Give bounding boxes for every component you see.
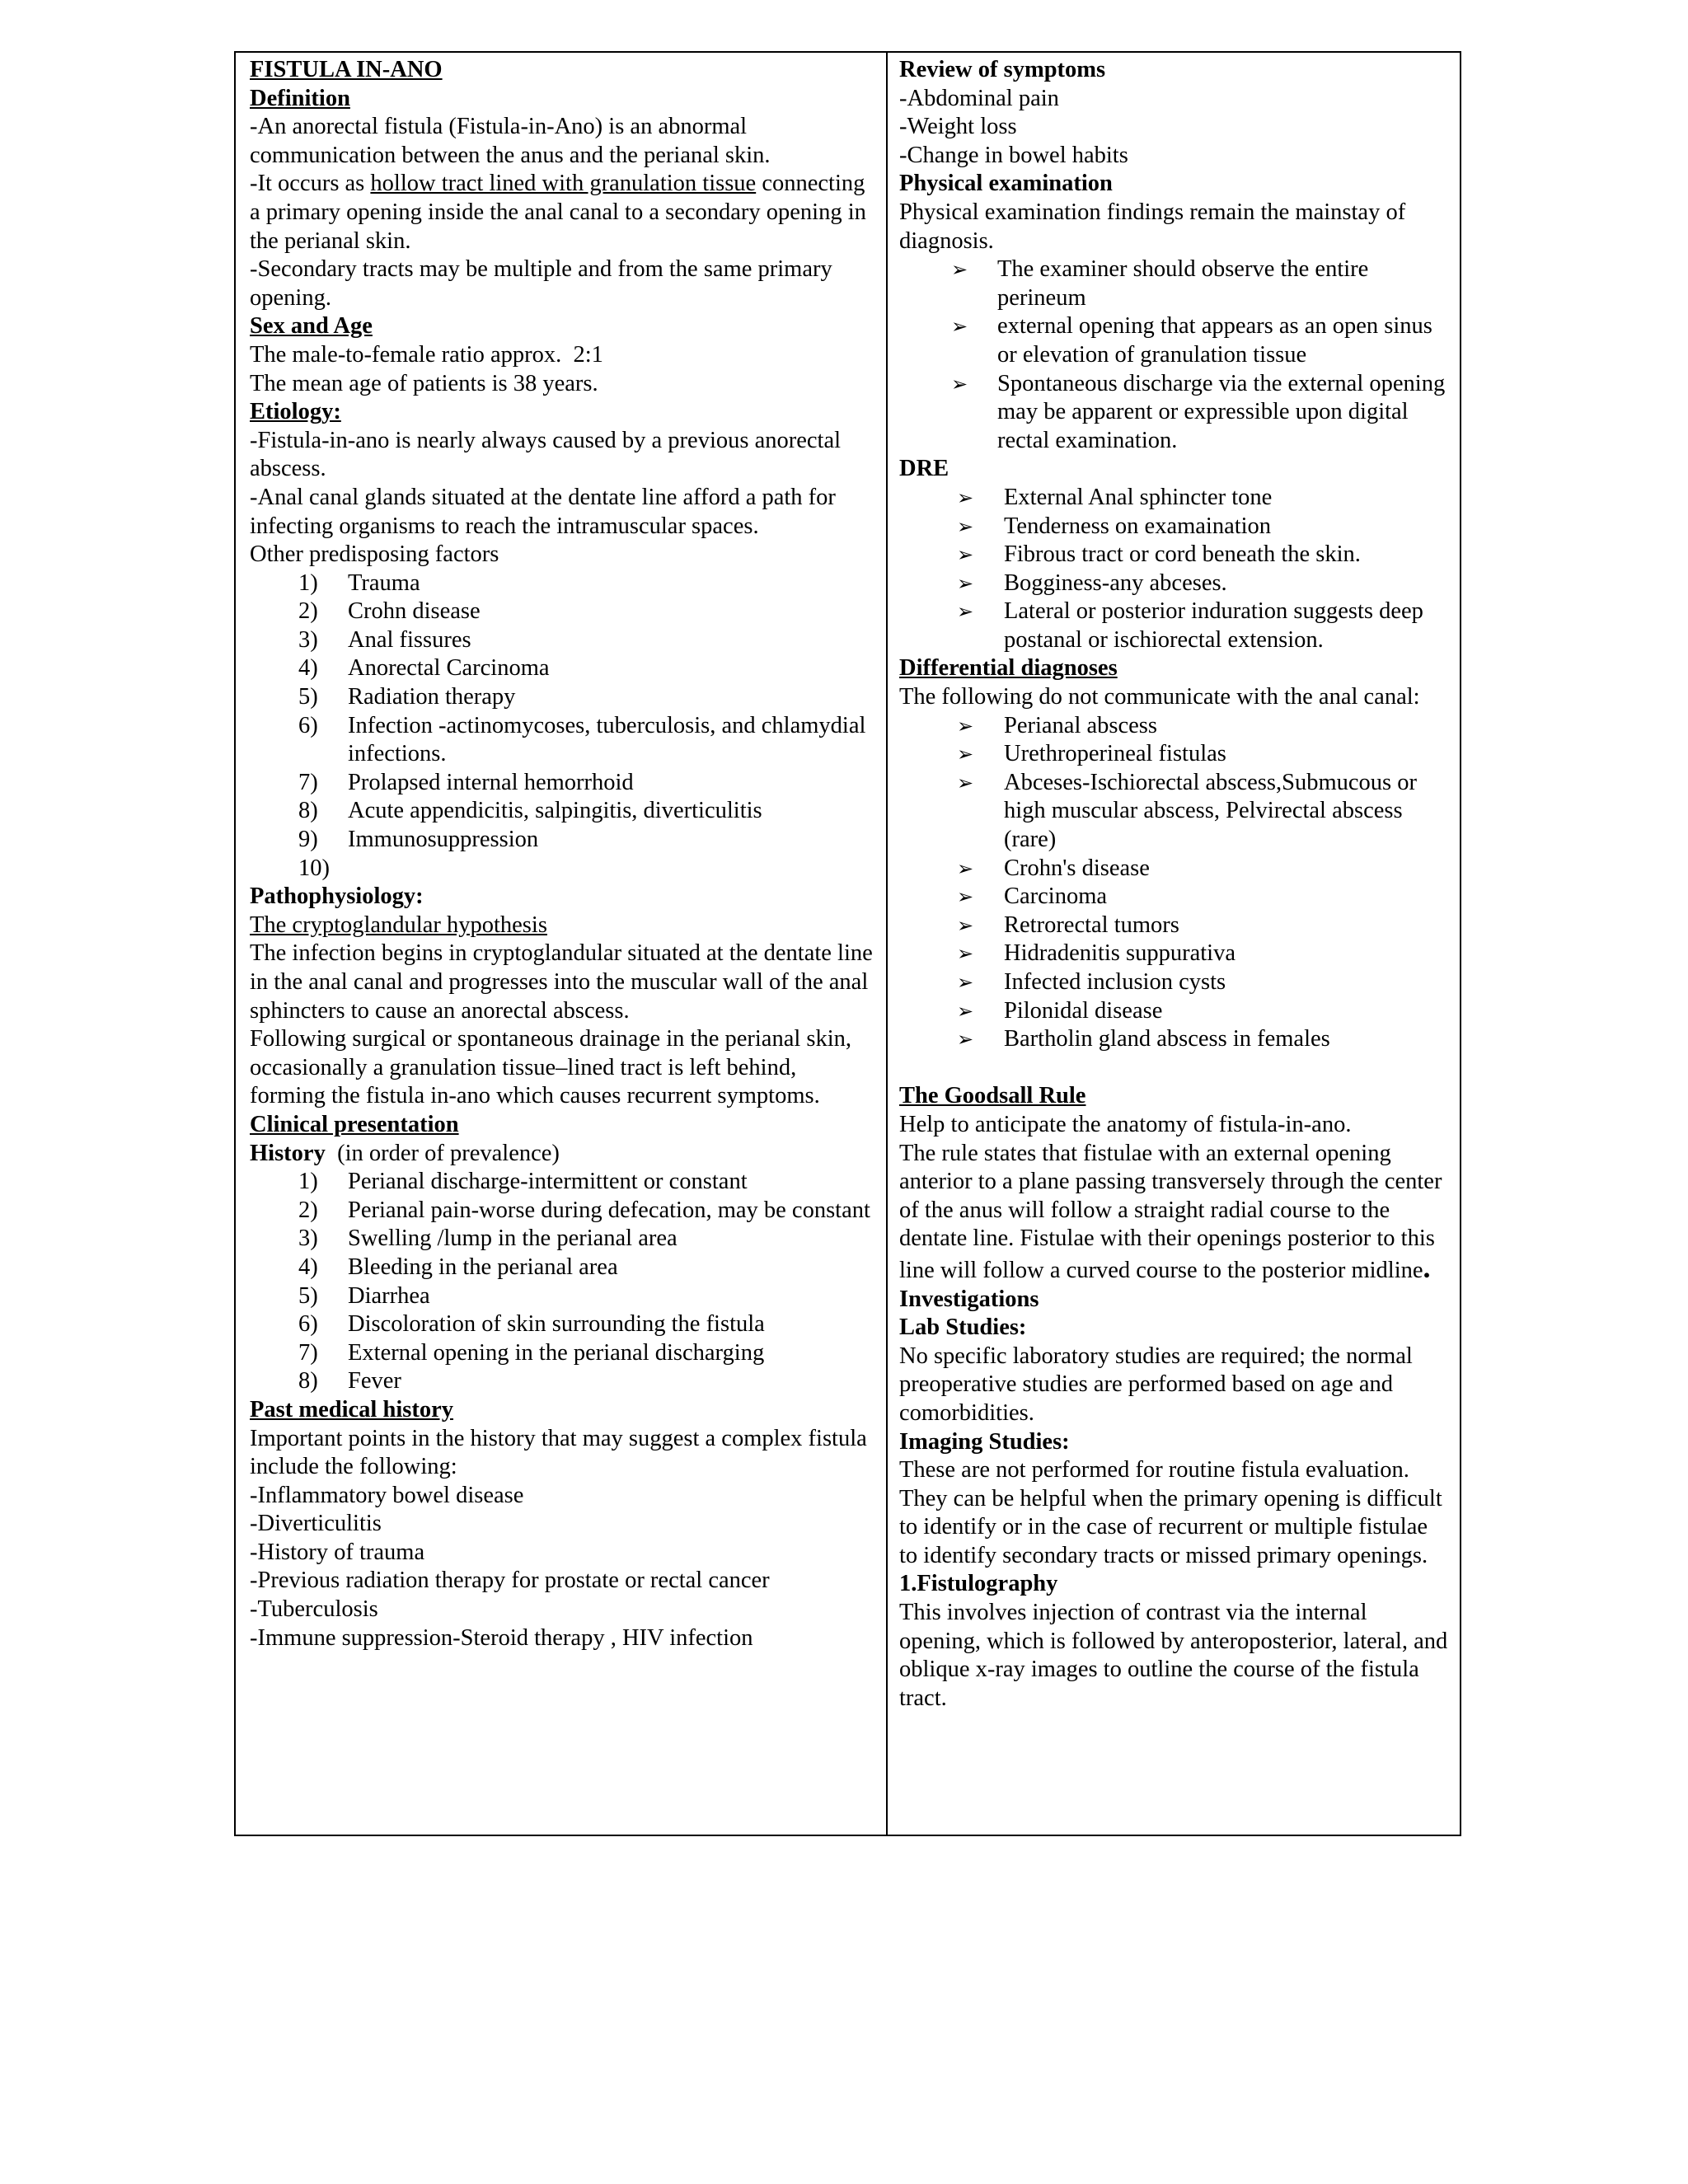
arrowhead-bullet-icon: ➢ <box>957 856 974 880</box>
imaging-studies-text: These are not performed for routine fistula evaluation. They can be helpful when the primary opening is difficult to identify or in the case of recurrent or multiple fistulae to identify secondary tracts or missed primary openings. <box>899 1457 1448 1568</box>
list-text: Urethroperineal fistulas <box>1004 741 1226 767</box>
ros-item: -Change in bowel habits <box>899 142 1128 168</box>
list-item <box>250 1282 874 1311</box>
list-item <box>250 1339 874 1368</box>
pmh-item: -Previous radiation therapy for prostate or rectal cancer <box>250 1568 770 1594</box>
list-text: Infection -actinomycoses, tuberculosis, and chlamydial infections. <box>348 712 866 767</box>
list-item <box>899 255 1451 312</box>
pmh-item: -Diverticulitis <box>250 1511 382 1537</box>
list-item <box>899 569 1451 598</box>
list-number: 4) <box>298 655 318 682</box>
list-number: 6) <box>298 712 318 738</box>
arrowhead-bullet-icon: ➢ <box>957 942 974 966</box>
list-item <box>250 654 874 683</box>
list-item <box>250 598 874 626</box>
physical-examination-list <box>899 255 1451 455</box>
ros-item: -Weight loss <box>899 114 1017 140</box>
list-number: 8) <box>298 798 318 824</box>
list-number: 3) <box>298 626 318 653</box>
list-item <box>899 541 1451 569</box>
list-text: Perianal discharge-intermittent or constant <box>348 1169 748 1195</box>
fistulography-heading: 1.Fistulography <box>899 1571 1058 1597</box>
etiology-text-2: -Anal canal glands situated at the dentate line afford a path for infecting organisms to reach the intramuscular spaces. <box>250 484 842 539</box>
list-text: External Anal sphincter tone <box>1004 484 1273 510</box>
fistulography-text: This involves injection of contrast via the internal opening, which is followed by anteroposterior, lateral, and oblique x-ray images to outline the course of the fistula tract. <box>899 1600 1454 1711</box>
pathophysiology-subheading: The cryptoglandular hypothesis <box>250 912 547 938</box>
list-item <box>899 312 1451 369</box>
sex-age-heading: Sex and Age <box>250 313 373 340</box>
list-text: Trauma <box>348 569 420 596</box>
list-number: 9) <box>298 827 318 853</box>
list-text: The examiner should observe the entire perineum <box>997 256 1369 311</box>
list-item <box>899 740 1451 769</box>
list-item <box>250 769 874 798</box>
arrowhead-bullet-icon: ➢ <box>957 885 974 909</box>
list-item <box>250 826 874 855</box>
physical-examination-intro: Physical examination findings remain the mainstay of diagnosis. <box>899 199 1412 254</box>
sex-ratio-text: The male-to-female ratio approx. 2:1 <box>250 341 603 368</box>
list-item <box>899 968 1451 997</box>
list-number: 1) <box>298 1169 318 1195</box>
list-number: 6) <box>298 1311 318 1338</box>
list-item <box>250 1254 874 1282</box>
arrowhead-bullet-icon: ➢ <box>951 315 968 339</box>
goodsall-text-2-period: . <box>1423 1250 1431 1284</box>
arrowhead-bullet-icon: ➢ <box>957 485 974 509</box>
lab-studies-text: No specific laboratory studies are required; the normal preoperative studies are performed based on age and comorbidities. <box>899 1343 1418 1426</box>
review-of-symptoms-heading: Review of symptoms <box>899 57 1106 82</box>
arrowhead-bullet-icon: ➢ <box>957 571 974 595</box>
past-medical-history-intro: Important points in the history that may suggest a complex fistula include the following: <box>250 1425 873 1480</box>
definition-text-1: -An anorectal fistula (Fistula-in-Ano) is an abnormal communication between the anus and the perianal skin. <box>250 114 771 168</box>
history-line <box>250 1140 874 1169</box>
list-item <box>899 513 1451 541</box>
list-number: 4) <box>298 1254 318 1280</box>
left-column <box>236 53 888 1835</box>
list-item <box>250 1367 874 1396</box>
list-text <box>348 855 874 883</box>
history-label: History <box>250 1140 326 1166</box>
goodsall-text-2 <box>899 1140 1451 1286</box>
etiology-text-1: -Fistula-in-ano is nearly always caused by a previous anorectal abscess. <box>250 427 847 482</box>
list-text: Prolapsed internal hemorrhoid <box>348 769 634 795</box>
list-item <box>250 1225 874 1254</box>
list-text: Immunosuppression <box>348 827 539 853</box>
list-text: Swelling /lump in the perianal area <box>348 1226 678 1252</box>
definition-text-2-underlined: hollow tract lined with granulation tissue <box>370 171 757 197</box>
list-item <box>250 1168 874 1197</box>
list-text: Lateral or posterior induration suggests deep postanal or ischiorectal extension. <box>1004 598 1423 653</box>
list-number: 10) <box>298 855 330 881</box>
list-text: Radiation therapy <box>348 684 516 710</box>
document-title: FISTULA IN-ANO <box>250 57 443 82</box>
pmh-item: -Immune suppression-Steroid therapy , HIV infection <box>250 1624 753 1651</box>
list-text: Carcinoma <box>1004 883 1108 910</box>
differential-diagnoses-intro: The following do not communicate with the anal canal: <box>899 684 1420 710</box>
goodsall-rule-heading: The Goodsall Rule <box>899 1083 1086 1109</box>
list-item <box>250 683 874 712</box>
history-note: (in order of prevalence) <box>325 1140 560 1166</box>
list-text: external opening that appears as an open sinus or elevation of granulation tissue <box>997 313 1432 368</box>
arrowhead-bullet-icon: ➢ <box>957 714 974 738</box>
goodsall-text-1: Help to anticipate the anatomy of fistula-in-ano. <box>899 1111 1352 1137</box>
pathophysiology-text-1: The infection begins in cryptoglandular situated at the dentate line in the anal canal and progresses into the muscular wall of the anal sphincters to cause an anorectal abscess. <box>250 940 879 1024</box>
list-text: Perianal pain-worse during defecation, may be constant <box>348 1197 870 1223</box>
list-item <box>899 997 1451 1026</box>
definition-heading: Definition <box>250 85 350 111</box>
list-item <box>899 484 1451 513</box>
arrowhead-bullet-icon: ➢ <box>957 1028 974 1052</box>
list-number: 5) <box>298 1282 318 1309</box>
pathophysiology-text-2: Following surgical or spontaneous drainage in the perianal skin, occasionally a granulation tissue–lined tract is left behind, forming the fistula in-ano which causes recurrent symptoms. <box>250 1026 858 1109</box>
pmh-item: -Tuberculosis <box>250 1596 378 1623</box>
arrowhead-bullet-icon: ➢ <box>957 514 974 538</box>
list-item <box>899 883 1451 912</box>
pmh-item: -History of trauma <box>250 1539 425 1565</box>
arrowhead-bullet-icon: ➢ <box>951 372 968 396</box>
list-number: 3) <box>298 1226 318 1252</box>
list-item <box>899 370 1451 456</box>
mean-age-text: The mean age of patients is 38 years. <box>250 370 598 396</box>
list-text: Pilonidal disease <box>1004 997 1163 1024</box>
ros-item: -Abdominal pain <box>899 85 1059 111</box>
list-text: Fibrous tract or cord beneath the skin. <box>1004 541 1361 568</box>
list-text: Infected inclusion cysts <box>1004 969 1226 995</box>
definition-text-2-suffix: connecting a primary opening inside the anal canal to a secondary opening in the perianal skin. <box>250 171 872 254</box>
arrowhead-bullet-icon: ➢ <box>957 999 974 1023</box>
dre-list <box>899 484 1451 655</box>
list-text: Abceses-Ischiorectal abscess,Submucous or high muscular abscess, Pelvirectal abscess (rare) <box>1004 769 1417 853</box>
list-text: Fever <box>348 1368 401 1394</box>
list-text: Anal fissures <box>348 626 471 653</box>
list-number: 2) <box>298 1197 318 1223</box>
list-number: 8) <box>298 1368 318 1394</box>
physical-examination-heading: Physical examination <box>899 171 1113 197</box>
arrowhead-bullet-icon: ➢ <box>957 771 974 794</box>
document-table <box>234 51 1461 1836</box>
list-text: Acute appendicitis, salpingitis, diverticulitis <box>348 798 762 824</box>
investigations-heading: Investigations <box>899 1286 1039 1312</box>
list-number: 5) <box>298 684 318 710</box>
past-medical-history-heading: Past medical history <box>250 1396 453 1422</box>
list-item <box>250 1310 874 1339</box>
right-column <box>888 53 1460 1835</box>
arrowhead-bullet-icon: ➢ <box>957 600 974 624</box>
list-text: Discoloration of skin surrounding the fistula <box>348 1311 765 1338</box>
list-item <box>899 940 1451 968</box>
other-factors-label: Other predisposing factors <box>250 541 499 568</box>
list-text: Perianal abscess <box>1004 712 1157 738</box>
pmh-item: -Inflammatory bowel disease <box>250 1482 524 1508</box>
list-item <box>250 1197 874 1226</box>
list-item <box>250 626 874 655</box>
list-text: Crohn's disease <box>1004 855 1150 881</box>
list-text: Tenderness on examaination <box>1004 513 1272 539</box>
list-item <box>250 797 874 826</box>
list-item <box>250 855 874 883</box>
list-item <box>899 769 1451 855</box>
list-text: Bogginess-any abceses. <box>1004 569 1227 596</box>
imaging-studies-heading: Imaging Studies: <box>899 1428 1070 1455</box>
list-number: 7) <box>298 769 318 795</box>
list-text: Anorectal Carcinoma <box>348 655 550 682</box>
list-item <box>899 598 1451 654</box>
list-item <box>899 855 1451 883</box>
definition-text-2-prefix: -It occurs as <box>250 171 371 197</box>
lab-studies-heading: Lab Studies: <box>899 1315 1027 1341</box>
history-list <box>250 1168 874 1396</box>
list-number: 2) <box>298 598 318 625</box>
list-text: External opening in the perianal discharging <box>348 1339 765 1366</box>
arrowhead-bullet-icon: ➢ <box>957 543 974 567</box>
list-item <box>899 712 1451 741</box>
list-text: Spontaneous discharge via the external opening may be apparent or expressible upon digital rectal examination. <box>997 370 1446 453</box>
blank-line <box>899 1054 1451 1083</box>
goodsall-text-2-body: The rule states that fistulae with an external opening anterior to a plane passing transversely through the center of the anus will follow a straight radial course to the dentate line. Fistulae with their openings posterior to this line will follow a curved course to the posterior midline <box>899 1140 1448 1283</box>
clinical-presentation-heading: Clinical presentation <box>250 1111 459 1137</box>
definition-text-3: -Secondary tracts may be multiple and from the same primary opening. <box>250 256 838 311</box>
arrowhead-bullet-icon: ➢ <box>957 743 974 766</box>
list-text: Retrorectal tumors <box>1004 912 1179 938</box>
pathophysiology-heading: Pathophysiology: <box>250 883 424 910</box>
differential-diagnoses-list <box>899 712 1451 1054</box>
list-text: Bleeding in the perianal area <box>348 1254 618 1280</box>
list-item <box>899 912 1451 940</box>
list-text: Diarrhea <box>348 1282 430 1309</box>
list-item <box>250 569 874 598</box>
list-text: Hidradenitis suppurativa <box>1004 940 1236 967</box>
list-item <box>899 1025 1451 1054</box>
arrowhead-bullet-icon: ➢ <box>957 971 974 994</box>
differential-diagnoses-heading: Differential diagnoses <box>899 655 1118 682</box>
definition-text-2 <box>250 170 874 255</box>
arrowhead-bullet-icon: ➢ <box>957 913 974 937</box>
list-item <box>250 712 874 769</box>
dre-heading: DRE <box>899 456 950 482</box>
list-text: Bartholin gland abscess in females <box>1004 1026 1330 1052</box>
list-number: 7) <box>298 1339 318 1366</box>
etiology-heading: Etiology: <box>250 399 341 425</box>
list-number: 1) <box>298 569 318 596</box>
arrowhead-bullet-icon: ➢ <box>951 258 968 282</box>
predisposing-factors-list <box>250 569 874 883</box>
list-text: Crohn disease <box>348 598 481 625</box>
